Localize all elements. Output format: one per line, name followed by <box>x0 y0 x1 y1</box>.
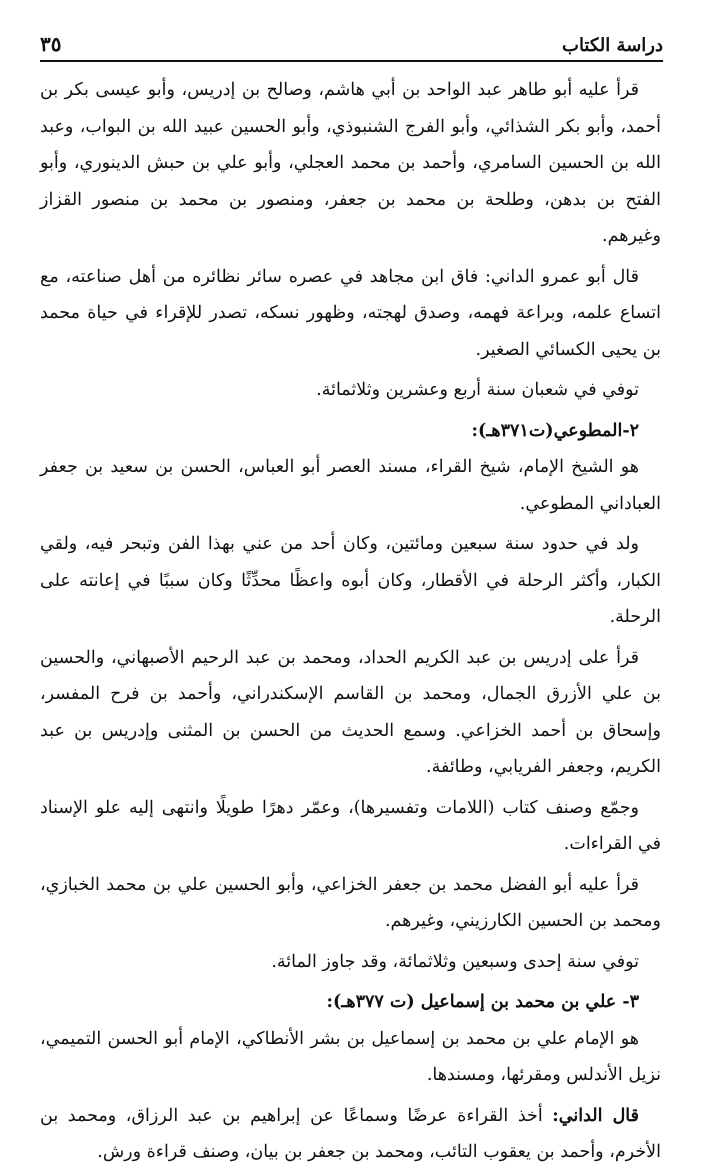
paragraph-mutawwii-death: توفي سنة إحدى وسبعين وثلاثمائة، وقد جاوز المائة. <box>271 951 639 972</box>
page-number: ٣٥ <box>40 32 62 56</box>
paragraph-mutawwii-birth: ولد في حدود سنة سبعين ومائتين، وكان أحد من عني بهذا الفن وتبحر فيه، ولقي الكبار، وأكثر الرحلة في الأقطار، وكان أبوه واعظًا محدِّثًا وكان سببًا في إعانته على الرحلة. <box>40 534 661 627</box>
paragraph-dani-on-ibn-mujahid: قال أبو عمرو الداني: فاق ابن مجاهد في عصره سائر نظائره من أهل صناعته، مع اتساع علمه، وبراعة فهمه، وصدق لهجته، وظهور نسكه، تصدر للإقراء في حياة محمد بن يحيى الكسائي الصغير. <box>40 266 661 360</box>
heading-mutawwii: ٢-المطوعي(ت٣٧١هـ): <box>471 420 639 441</box>
paragraph-antaki-identity: هو الإمام علي بن محمد بن إسماعيل بن بشر الأنطاكي، الإمام أبو الحسن التميمي، نزيل الأندلس ومقرئها، ومسندها. <box>40 1028 661 1085</box>
paragraph-ibn-mujahid-death: توفي في شعبان سنة أربع وعشرين وثلاثمائة. <box>316 380 639 400</box>
page-header <box>40 28 663 62</box>
running-title: دراسة الكتاب <box>562 35 663 56</box>
paragraph-ibn-mujahid-students: قرأ عليه أبو طاهر عبد الواحد بن أبي هاشم، وصالح بن إدريس، وأبو عيسى بكر بن أحمد، وأبو بكر الشذائي، وأبو الفرج الشنبوذي، وأبو الحسين عبيد الله بن البواب، وعبد الله بن الحسين السامري، وأحمد بن محمد العجلي، وأبو علي بن حبش الدينوري، وأبو الفتح بن بدهن، وطلحة بن محمد بن جعفر، ومنصور بن محمد بن منصور القزاز وغيرهم. <box>40 80 661 246</box>
paragraph-mutawwii-students: قرأ عليه أبو الفضل محمد بن جعفر الخزاعي، وأبو الحسين علي بن محمد الخبازي، ومحمد بن الحسين الكارزيني، وغيرهم. <box>40 874 661 931</box>
dani-said-label: قال الداني: <box>552 1105 639 1126</box>
paragraph-mutawwii-teachers: قرأ على إدريس بن عبد الكريم الحداد، ومحمد بن عبد الرحيم الأصبهاني، والحسين بن علي الأزرق الجمال، ومحمد بن القاسم الإسكندراني، وأحمد بن فرح المفسر، وإسحاق بن أحمد الخزاعي. وسمع الحديث من الحسن بن المثنى وإدريس بن عبد الكريم، وجعفر الفريابي، وطائفة. <box>40 647 661 777</box>
page-body <box>40 72 661 1162</box>
antaki-study-text: أخذ القراءة عرضًا وسماعًا عن إبراهيم بن عبد الرزاق، ومحمد بن الأخرم، وأحمد بن يعقوب التائب، ومحمد بن جعفر بن بيان، وصنف قراءة ورش. <box>40 1105 661 1162</box>
paragraph-mutawwii-identity: هو الشيخ الإمام، شيخ القراء، مسند العصر أبو العباس، الحسن بن سعيد بن جعفر العباداني المطوعي. <box>40 457 661 514</box>
paragraph-antaki-study <box>40 1098 661 1171</box>
heading-antaki: ٣- علي بن محمد بن إسماعيل (ت ٣٧٧هـ): <box>326 992 639 1012</box>
paragraph-mutawwii-works: وجمّع وصنف كتاب (اللامات وتفسيرها)، وعمّر دهرًا طويلًا وانتهى إليه علو الإسناد في القراءات. <box>40 797 661 854</box>
